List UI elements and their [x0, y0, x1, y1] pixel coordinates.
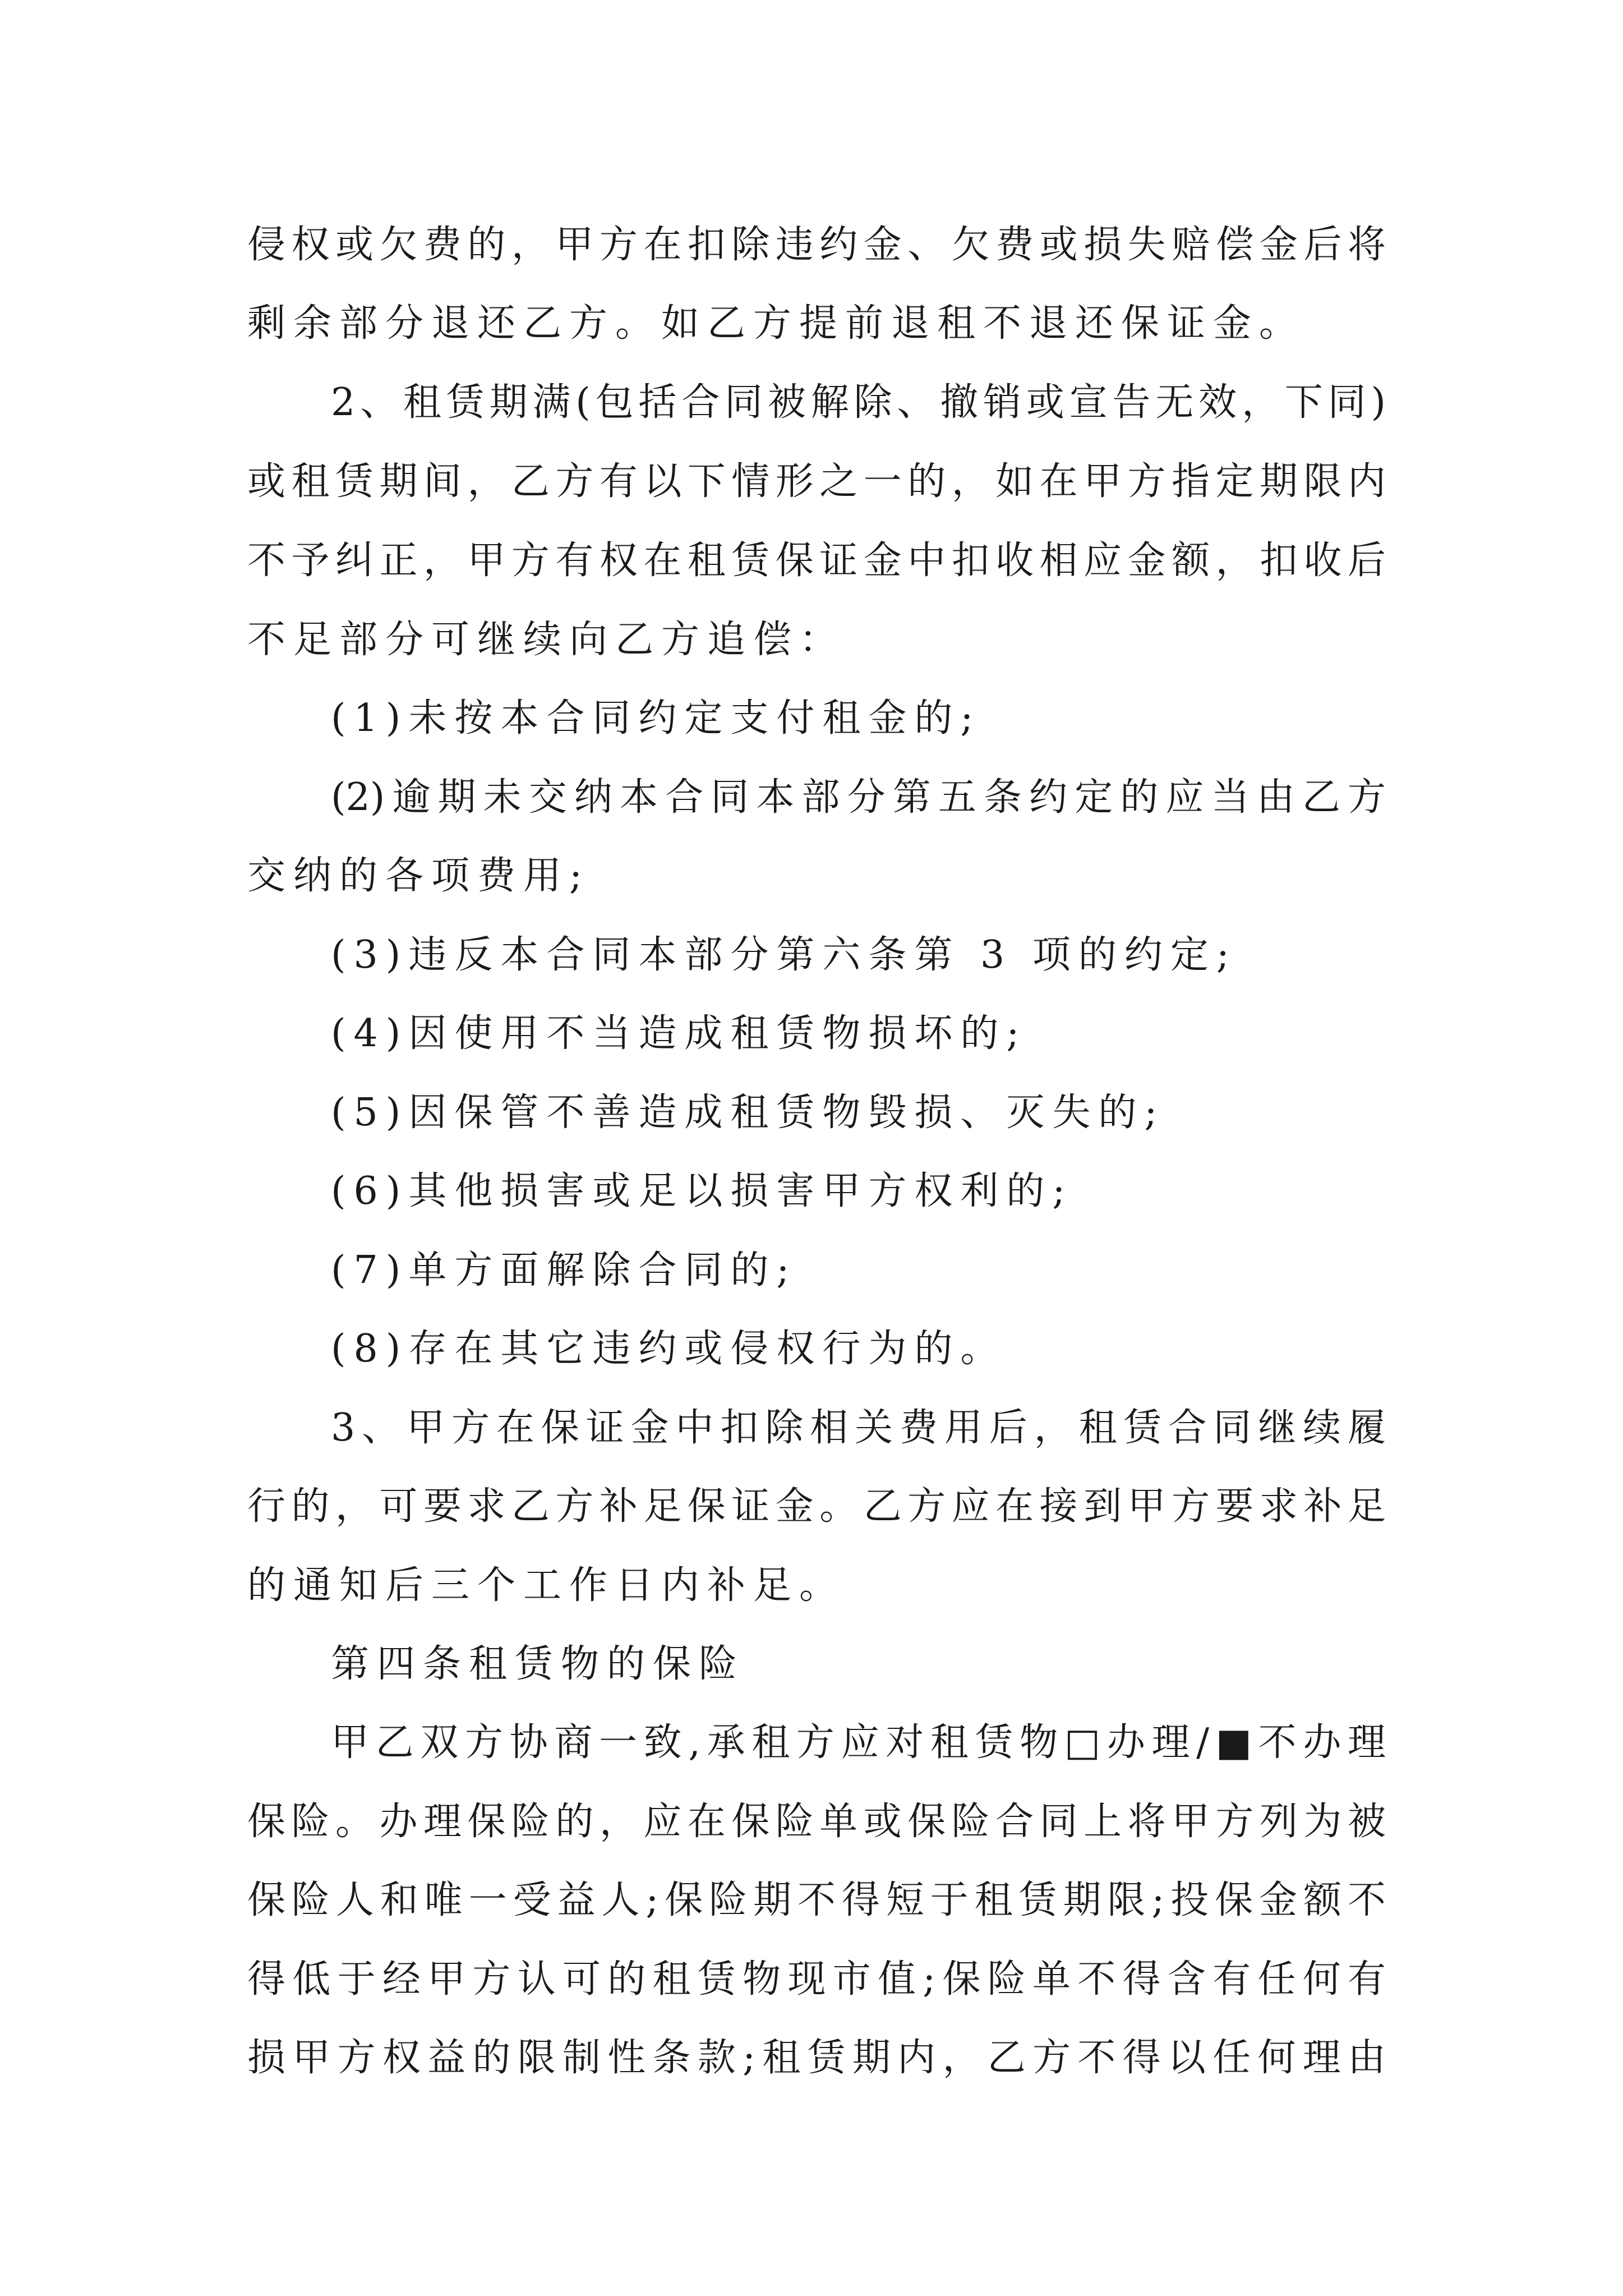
paragraph-line: 或租赁期间，乙方有以下情形之一的，如在甲方指定期限内 [247, 459, 1386, 504]
section-heading: 第四条租赁物的保险 [331, 1642, 745, 1686]
list-item: (3)违反本合同本部分第六条第 3 项的约定; [331, 933, 1237, 977]
list-item: (1)未按本合同约定支付租金的; [331, 696, 981, 740]
list-item: (7)单方面解除合同的; [331, 1248, 797, 1292]
paragraph-line: 剩余部分退还乙方。如乙方提前退租不退还保证金。 [247, 301, 1306, 346]
paragraph-line: 侵权或欠费的，甲方在扣除违约金、欠费或损失赔偿金后将 [247, 223, 1386, 267]
paragraph-line: 2、租赁期满(包括合同被解除、撤销或宣告无效，下同) [331, 380, 1386, 425]
paragraph-line: 行的，可要求乙方补足保证金。乙方应在接到甲方要求补足 [247, 1484, 1386, 1529]
paragraph-line: 不予纠正，甲方有权在租赁保证金中扣收相应金额，扣收后 [247, 539, 1386, 583]
paragraph-line: 得低于经甲方认可的租赁物现市值;保险单不得含有任何有 [247, 1957, 1386, 2001]
paragraph-line: 保险人和唯一受益人;保险期不得短于租赁期限;投保金额不 [247, 1878, 1386, 1922]
list-item-continuation: 交纳的各项费用; [247, 854, 590, 898]
paragraph-line: 3、甲方在保证金中扣除相关费用后，租赁合同继续履 [331, 1406, 1386, 1450]
paragraph-line: 损甲方权益的限制性条款;租赁期内，乙方不得以任何理由 [247, 2036, 1386, 2080]
list-item: (2)逾期未交纳本合同本部分第五条约定的应当由乙方 [331, 775, 1386, 820]
paragraph-line: 甲乙双方协商一致,承租方应对租赁物□办理/■不办理 [331, 1720, 1386, 1765]
list-item: (4)因使用不当造成租赁物损坏的; [331, 1011, 1027, 1056]
list-item: (6)其他损害或足以损害甲方权利的; [331, 1169, 1073, 1213]
paragraph-line: 不足部分可继续向乙方追偿： [247, 618, 846, 662]
list-item: (5)因保管不善造成租赁物毁损、灭失的; [331, 1091, 1165, 1135]
list-item: (8)存在其它违约或侵权行为的。 [331, 1327, 1007, 1371]
paragraph-line: 保险。办理保险的，应在保险单或保险合同上将甲方列为被 [247, 1800, 1386, 1844]
paragraph-line: 的通知后三个工作日内补足。 [247, 1563, 846, 1608]
